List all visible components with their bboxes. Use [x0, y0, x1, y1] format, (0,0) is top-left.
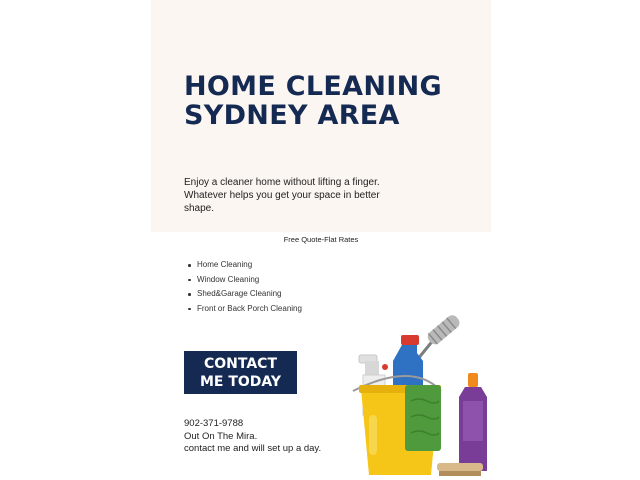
phone-number: 902-371-9788	[184, 418, 244, 429]
list-item: Front or Back Porch Cleaning	[185, 302, 302, 317]
hero-section	[151, 0, 491, 232]
location-text: Out On The Mira.	[184, 430, 258, 442]
tagline: Free Quote-Flat Rates	[283, 235, 359, 244]
list-item: Window Cleaning	[185, 273, 302, 288]
towel-icon	[405, 385, 441, 451]
page-title: HOME CLEANING SYDNEY AREA	[184, 71, 442, 131]
contact-me-button[interactable]	[184, 351, 297, 394]
toilet-brush-icon	[413, 313, 462, 365]
services-list	[185, 258, 302, 316]
cleaner-bottle-icon	[459, 373, 487, 471]
scrub-brush-icon	[437, 463, 483, 476]
list-item: Home Cleaning	[185, 258, 302, 273]
flyer-page	[151, 0, 491, 480]
list-item: Shed&Garage Cleaning	[185, 287, 302, 302]
contact-button-label: CONTACT ME TODAY	[199, 355, 282, 390]
contact-info	[184, 418, 324, 456]
contact-note: contact me and will set up a day.	[184, 443, 322, 454]
cleaning-supplies-illustration	[351, 305, 491, 480]
intro-text: Enjoy a cleaner home without lifting a finger. Whatever helps you get your space in better shape.	[184, 177, 380, 214]
